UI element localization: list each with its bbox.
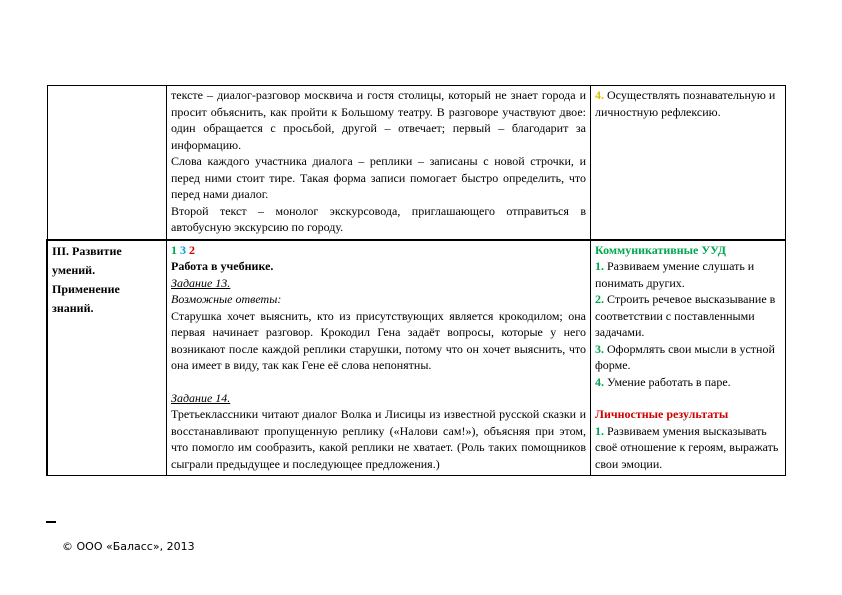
task-number: 3	[180, 242, 186, 257]
task-numbers	[171, 242, 586, 259]
uud-item	[595, 258, 781, 291]
item-number: 3.	[595, 341, 604, 356]
content-cell	[167, 240, 591, 476]
item-text: Развиваем умения высказывать своё отношение к героям, выражать свои эмоции.	[595, 423, 779, 471]
paragraph: Третьеклассники читают диалог Волка и Лисицы из известной русской сказки и восстанавливают пропущенную реплику («Налови сам!»), объясняя при этом, что помогло им сообразить, какой реплики не хватает. (Роль таких помощников сыграли предыдущее и последующее предложения.)	[171, 407, 586, 471]
work-heading: Работа в учебнике.	[171, 259, 274, 273]
uud-item	[595, 87, 781, 120]
paragraph: Слова каждого участника диалога – реплики – записаны с новой строчки, и перед ними стоит тире. Такая форма записи помогает быстро определить, что перед нами диалог.	[171, 154, 586, 201]
uud-item	[595, 291, 781, 341]
paragraph: Старушка хочет выяснить, кто из присутствующих является крокодилом; она первая начинает разговор. Крокодил Гена задаёт вопросы, которые у него возникают после каждой реплики старушки, потому что он хочет выяснить, что она имеет в виду, так как Гене её слова непонятны.	[171, 308, 586, 372]
item-text: Строить речевое высказывание в соответствии с поставленными задачами.	[595, 292, 776, 339]
paragraph: Второй текст – монолог экскурсовода, приглашающего отправиться в автобусную экскурсию по городу.	[171, 203, 586, 234]
uud-heading: Коммуникативные УУД	[595, 242, 727, 257]
item-text: Умение работать в паре.	[604, 374, 731, 389]
table-corner-mark	[46, 521, 56, 523]
table-row	[47, 86, 786, 240]
item-number: 1.	[595, 423, 604, 438]
item-number: 1.	[595, 259, 604, 273]
stage-cell	[47, 240, 167, 476]
copyright-footer: © ООО «Баласс», 2013	[62, 540, 195, 553]
item-text: Оформлять свои мысли в устной форме.	[595, 341, 775, 372]
uud-cell	[591, 86, 786, 240]
uud-item	[595, 341, 781, 374]
stage-label: III. Развитие умений. Применение знаний.	[52, 243, 122, 315]
task-number: 2	[189, 242, 195, 257]
task-title: Задание 14.	[171, 390, 231, 405]
possible-answers-label: Возможные ответы:	[171, 292, 282, 306]
item-number: 4.	[595, 88, 604, 102]
task-number: 1	[171, 242, 177, 257]
item-number: 4.	[595, 374, 604, 389]
table-row	[47, 240, 786, 476]
task-title: Задание 13.	[171, 275, 231, 290]
lesson-table	[46, 85, 786, 476]
item-text: Развиваем умение слушать и понимать других.	[595, 259, 755, 290]
personal-heading: Личностные результаты	[595, 407, 729, 421]
paragraph: тексте – диалог-разговор москвича и гостя столицы, который не знает города и просит объяснить, как пройти к Большому театру. В разговоре участвуют двое: один обращается с просьбой, другой – отвечает; первый – благодарит за информацию.	[171, 88, 586, 152]
item-text: Осуществлять познавательную и личностную рефлексию.	[595, 88, 776, 119]
item-number: 2.	[595, 292, 604, 306]
uud-item	[595, 374, 781, 391]
personal-item	[595, 423, 781, 473]
stage-cell	[47, 86, 167, 240]
uud-cell	[591, 240, 786, 476]
content-cell	[167, 86, 591, 240]
